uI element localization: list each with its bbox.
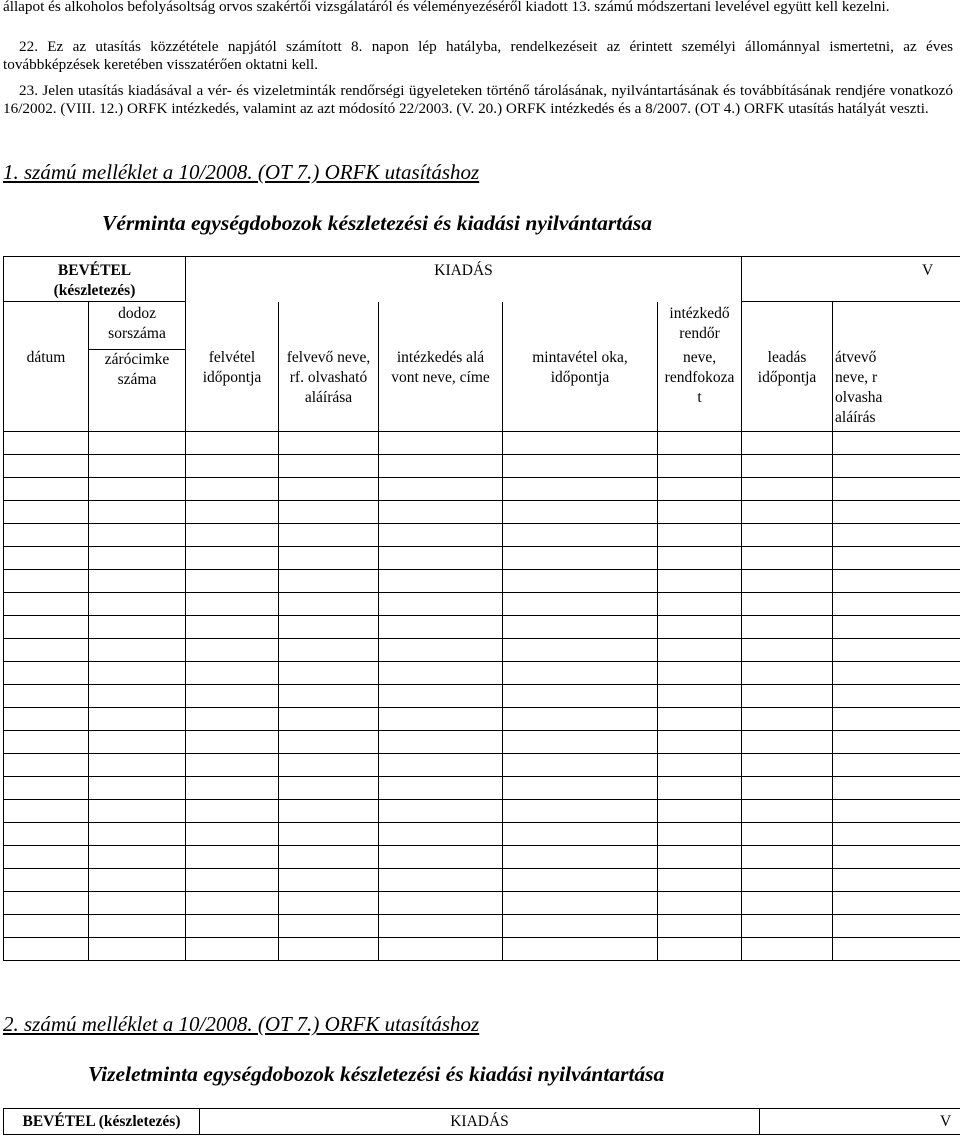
table-row <box>4 708 960 731</box>
annex-1-heading: 1. számú melléklet a 10/2008. (OT 7.) ORFK utasításhoz <box>3 160 480 184</box>
header-third-group: V <box>760 1109 960 1135</box>
table-row <box>4 501 960 524</box>
table-row <box>4 478 960 501</box>
table-row <box>4 846 960 869</box>
table-row <box>4 731 960 754</box>
annex-2-heading: 2. számú melléklet a 10/2008. (OT 7.) ORFK utasításhoz <box>3 1012 480 1036</box>
table-row <box>4 800 960 823</box>
col-felvevo: felvevő neve, rf. olvasható aláírása <box>279 302 379 432</box>
annex-2-title: Vizeletminta egységdobozok készletezési és kiadási nyilvántartása <box>88 1062 665 1086</box>
table-row <box>4 639 960 662</box>
urine-sample-register-table <box>3 1108 960 1135</box>
table-row <box>4 892 960 915</box>
table-row <box>4 662 960 685</box>
table-row <box>4 754 960 777</box>
table-row <box>4 432 960 455</box>
col-intezkedo-rendor: intézkedő rendőr neve, rendfokoza t <box>658 302 742 432</box>
header-third-group: V <box>742 257 960 302</box>
col-leadas-idopontja: leadás időpontja <box>742 302 833 432</box>
col-datum: dátum <box>4 302 89 432</box>
table-row <box>4 616 960 639</box>
paragraph-23: 23. Jelen utasítás kiadásával a vér- és vizeletminták rendőrségi ügyeleteken történő tárolásának, nyilvántartásának és továbbításának rendjére vonatkozó 16/2002. (VIII. 12.) ORFK intézkedés, valamint az azt módosító 22/2003. (V. 20.) ORFK intézkedés és a 8/2007. (OT 4.) ORFK utasítás hatályát veszti. <box>3 82 953 117</box>
paragraph-continuation: állapot és alkoholos befolyásoltság orvos szakértői vizsgálatáról és véleményezéséről kiadott 13. számú módszertani levelével együtt kell kezelni. <box>3 0 890 15</box>
col-felvetel-idopontja: felvétel időpontja <box>186 302 279 432</box>
header-bevetel: BEVÉTEL (készletezés) <box>4 1109 200 1135</box>
table-row <box>4 524 960 547</box>
table-row <box>4 455 960 478</box>
header-kiadas: KIADÁS <box>200 1109 760 1135</box>
table-row <box>4 938 960 961</box>
annex-1-title: Vérminta egységdobozok készletezési és kiadási nyilvántartása <box>102 211 653 235</box>
table-row <box>4 685 960 708</box>
table-row <box>4 547 960 570</box>
table-row <box>4 823 960 846</box>
table-row <box>4 915 960 938</box>
table-row <box>4 869 960 892</box>
header-bevetel: BEVÉTEL (készletezés) <box>4 257 186 302</box>
col-doboz-sorszama: dodoz sorszáma <box>89 302 186 350</box>
col-zarocimke-szama: zárócimke száma <box>89 350 186 432</box>
col-mintavetel-oka: mintavétel oka, időpontja <box>503 302 658 432</box>
table-row <box>4 777 960 800</box>
header-kiadas: KIADÁS <box>186 257 742 302</box>
col-intezkedes-ala-vont: intézkedés alá vont neve, címe <box>379 302 503 432</box>
paragraph-22: 22. Ez az utasítás közzététele napjától számított 8. napon lép hatályba, rendelkezéseit az érintett személyi állománnyal ismertetni, az éves továbbképzések keretében visszatérően oktatni kell. <box>3 38 953 73</box>
col-atvevo: átvevő neve, r olvasha aláírás <box>833 302 960 432</box>
table-row <box>4 570 960 593</box>
blood-sample-register-table <box>3 256 960 961</box>
table-row <box>4 593 960 616</box>
